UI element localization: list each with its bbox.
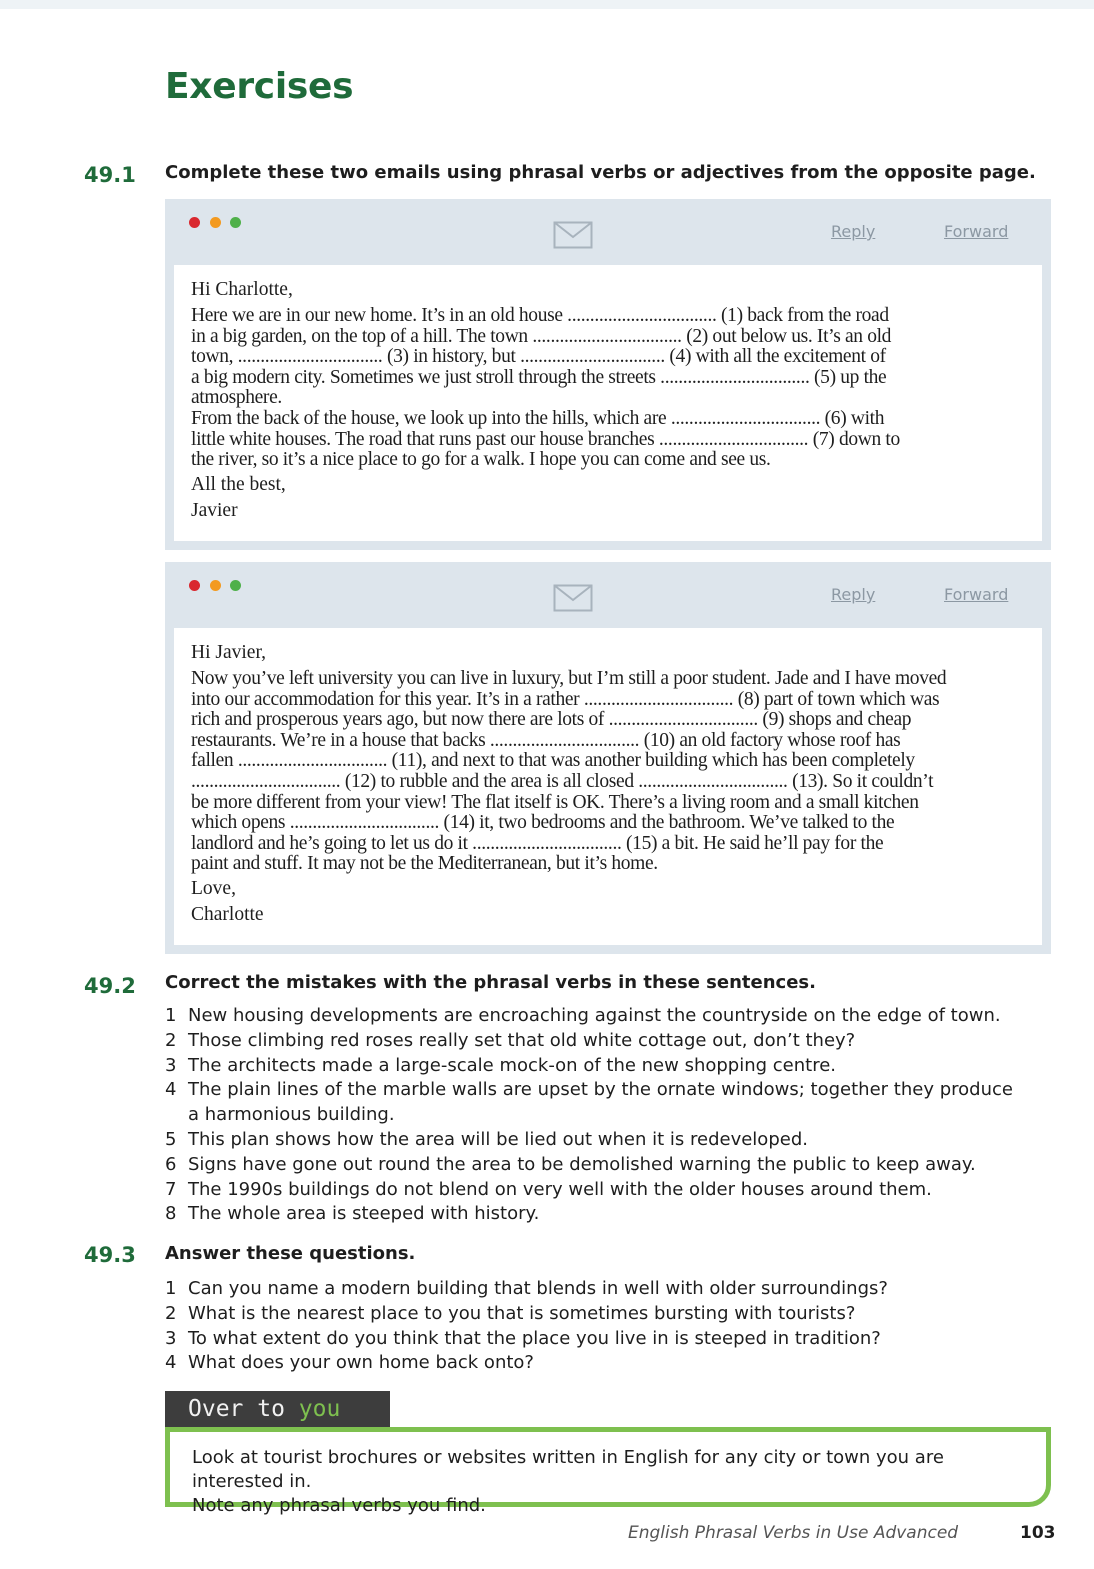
item-text: Signs have gone out round the area to be demolished warning the public to keep away. [188, 1153, 976, 1175]
item-number: 5 [165, 1128, 177, 1150]
maximize-dot-icon[interactable] [230, 217, 241, 228]
envelope-icon [553, 584, 593, 612]
forward-link[interactable]: Forward [944, 222, 1009, 241]
email-panel-2 [165, 562, 1051, 954]
over-to-you-text-line: Look at tourist brochures or websites written in English for any city or town you are interested in. [192, 1447, 944, 1492]
page-title: Exercises [165, 66, 354, 107]
email-line: a big modern city. Sometimes we just stroll through the streets ................................. (5) up the [191, 366, 887, 388]
item-text: The architects made a large-scale mock-on of the new shopping centre. [188, 1054, 837, 1076]
list-item [165, 1202, 1015, 1227]
exercise-number-49-1: 49.1 [84, 163, 136, 187]
list-item [165, 1351, 1015, 1376]
email-line: ................................. (12) to rubble and the area is all closed ................................. (13). So it couldn’t [191, 770, 934, 792]
email-signoff: All the best, [191, 473, 286, 495]
list-item [165, 1004, 1015, 1029]
item-text: The 1990s buildings do not blend on very well with the older houses around them. [188, 1178, 932, 1200]
reply-link[interactable]: Reply [831, 222, 876, 241]
item-number: 8 [165, 1203, 177, 1225]
email-line: atmosphere. [191, 387, 282, 409]
exercise-instruction-49-3: Answer these questions. [165, 1243, 416, 1264]
item-number: 1 [165, 1005, 177, 1026]
list-item [165, 1277, 1015, 1302]
email-text [191, 669, 1028, 875]
minimize-dot-icon[interactable] [210, 580, 221, 591]
email-line: in a big garden, on the top of a hill. The town ................................. (2) out below us. It’s an old [191, 325, 892, 347]
page-number: 103 [1020, 1523, 1056, 1543]
list-item [165, 1327, 1015, 1352]
item-number: 4 [165, 1352, 177, 1374]
list-item [165, 1302, 1015, 1327]
email-signature: Javier [191, 499, 238, 521]
item-text: The whole area is steeped with history. [188, 1203, 540, 1225]
email-panel-1 [165, 199, 1051, 550]
item-text: The plain lines of the marble walls are upset by the ornate windows; together they produce a harmonious building. [188, 1079, 1013, 1126]
email-line: town, ................................ (3) in history, but ................................ (4) with all the excitement of [191, 346, 886, 368]
email-signoff: Love, [191, 877, 236, 899]
over-to-you-box [165, 1427, 1051, 1516]
email-line: be more different from your view! The flat itself is OK. There’s a living room and a small kitchen [191, 791, 919, 813]
item-text: New housing developments are encroaching against the countryside on the edge of town. [188, 1005, 1001, 1026]
list-item [165, 1128, 1015, 1153]
maximize-dot-icon[interactable] [230, 580, 241, 591]
item-number: 2 [165, 1302, 177, 1324]
question-list-49-2 [165, 1004, 1015, 1227]
minimize-dot-icon[interactable] [210, 217, 221, 228]
item-text: What does your own home back onto? [188, 1352, 534, 1374]
close-dot-icon[interactable] [189, 580, 200, 591]
item-text: Can you name a modern building that blends in well with older surroundings? [188, 1278, 888, 1299]
question-list-49-3 [165, 1277, 1015, 1376]
email-line: restaurants. We’re in a house that backs ................................. (10) an old factory whose roof has [191, 729, 901, 751]
exercise-instruction-49-2: Correct the mistakes with the phrasal verbs in these sentences. [165, 972, 816, 993]
item-number: 4 [165, 1079, 177, 1101]
item-number: 7 [165, 1178, 177, 1200]
list-item [165, 1153, 1015, 1178]
item-text: To what extent do you think that the place you live in is steeped in tradition? [188, 1327, 881, 1349]
item-number: 2 [165, 1029, 177, 1051]
email-line: little white houses. The road that runs past our house branches ................................. (7) down to [191, 428, 900, 450]
email-line: into our accommodation for this year. It’s in a rather ................................. (8) part of town which was [191, 688, 940, 710]
over-to-you-tab [165, 1391, 390, 1427]
email-body-2 [174, 628, 1042, 945]
email-text [191, 306, 1028, 471]
exercise-instruction-49-1: Complete these two emails using phrasal verbs or adjectives from the opposite page. [165, 162, 1036, 183]
email-toolbar [165, 562, 1051, 628]
email-signature: Charlotte [191, 903, 264, 925]
exercise-number-49-2: 49.2 [84, 974, 136, 998]
email-line: Here we are in our new home. It’s in an old house ................................. (1) back from the road [191, 305, 889, 326]
email-line: Now you’ve left university you can live in luxury, but I’m still a poor student. Jade and I have moved [191, 668, 947, 689]
over-to-you-accent: you [298, 1396, 341, 1422]
reply-link[interactable]: Reply [831, 585, 876, 604]
exercise-number-49-3: 49.3 [84, 1243, 136, 1267]
item-text: Those climbing red roses really set that old white cottage out, don’t they? [188, 1029, 856, 1051]
email-line: paint and stuff. It may not be the Mediterranean, but it’s home. [191, 853, 658, 875]
email-line: rich and prosperous years ago, but now there are lots of ................................. (9) shops and cheap [191, 709, 912, 731]
list-item [165, 1078, 1015, 1128]
email-greeting: Hi Javier, [191, 642, 267, 663]
list-item [165, 1178, 1015, 1203]
footer-book-title: English Phrasal Verbs in Use Advanced [628, 1523, 959, 1543]
item-text: What is the nearest place to you that is sometimes bursting with tourists? [188, 1302, 856, 1324]
item-number: 6 [165, 1153, 177, 1175]
email-line: which opens ................................. (14) it, two bedrooms and the bathroom. We’ve talked to the [191, 812, 895, 834]
over-to-you-text-line: Note any phrasal verbs you find. [192, 1495, 486, 1516]
list-item [165, 1054, 1015, 1079]
list-item [165, 1029, 1015, 1054]
email-line: landlord and he’s going to let us do it ................................. (15) a bit. He said he’ll pay for the [191, 832, 884, 854]
email-line: the river, so it’s a nice place to go for a walk. I hope you can come and see us. [191, 449, 771, 471]
email-line: fallen ................................. (11), and next to that was another building which has been completely [191, 750, 915, 772]
email-toolbar [165, 199, 1051, 265]
forward-link[interactable]: Forward [944, 585, 1009, 604]
item-number: 3 [165, 1327, 177, 1349]
close-dot-icon[interactable] [189, 217, 200, 228]
top-band [0, 0, 1094, 9]
envelope-icon [553, 221, 593, 249]
email-body-1 [174, 265, 1042, 541]
item-number: 3 [165, 1054, 177, 1076]
email-greeting: Hi Charlotte, [191, 279, 293, 300]
email-line: From the back of the house, we look up into the hills, which are ................................. (6) with [191, 407, 885, 429]
item-text: This plan shows how the area will be lied out when it is redeveloped. [188, 1128, 808, 1150]
item-number: 1 [165, 1278, 177, 1299]
over-to-you-label: Over to [188, 1396, 299, 1422]
